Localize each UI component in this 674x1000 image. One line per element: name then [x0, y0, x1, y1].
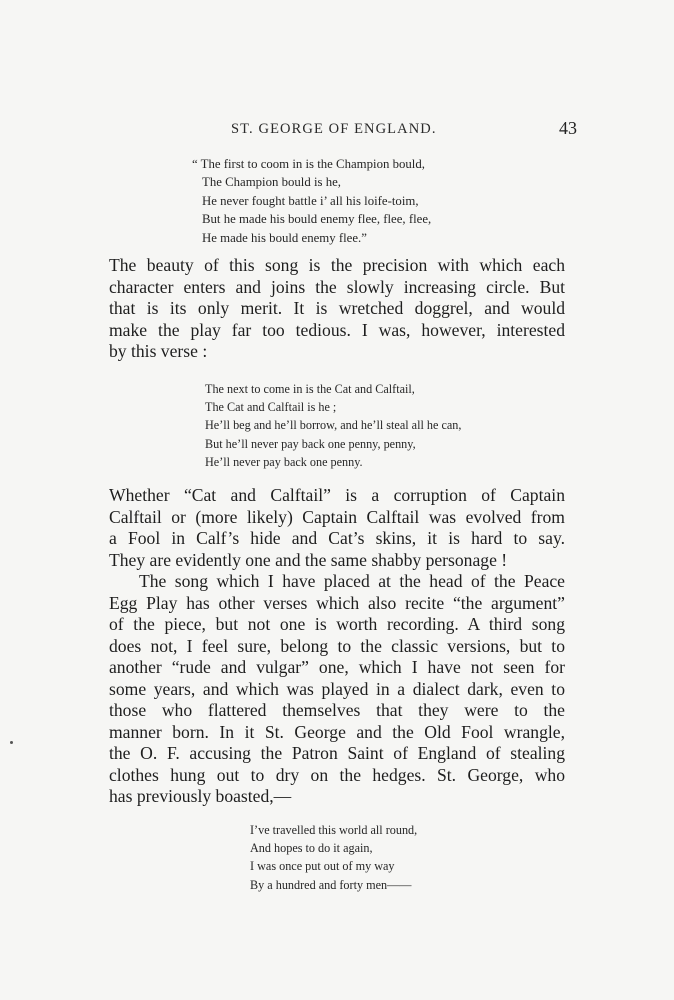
paragraph-line: The beauty of this song is the precision with which each: [109, 255, 565, 275]
verse-travelled-world: [250, 821, 417, 894]
verse-line: He made his bould enemy flee.”: [202, 230, 367, 245]
verse-line: He’ll never pay back one penny.: [205, 454, 363, 469]
paragraph-line: of the piece, but not one is worth recording. A third song: [109, 614, 565, 634]
scan-speck: [10, 741, 13, 744]
paragraph-line: The song which I have placed at the head of the Peace: [139, 571, 565, 591]
page-number: 43: [559, 118, 577, 138]
paragraph-line: Egg Play has other verses which also recite “the argument”: [109, 592, 565, 613]
paragraph-line: make the play far too tedious. I was, however, interested: [109, 319, 565, 340]
paragraph-line: manner born. In it St. George and the Old Fool wrangle,: [109, 721, 565, 742]
paragraph-line: those who flattered themselves that they were to the: [109, 700, 565, 720]
paragraph-line: another “rude and vulgar” one, which I have not seen for: [109, 657, 565, 677]
paragraph-song-beauty: [109, 255, 565, 363]
paragraph-line: that is its only merit. It is wretched doggrel, and would: [109, 298, 565, 318]
paragraph-line: character enters and joins the slowly increasing circle. But: [109, 276, 565, 297]
running-title: ST. GEORGE OF ENGLAND.: [231, 121, 437, 137]
verse-line: The next to come in is the Cat and Calftail,: [205, 382, 415, 396]
paragraph-line: by this verse :: [109, 341, 208, 361]
verse-line: And hopes to do it again,: [250, 841, 373, 856]
verse-line: The Cat and Calftail is he ;: [205, 400, 337, 415]
paragraph-line: Whether “Cat and Calftail” is a corruption of Captain: [109, 485, 565, 505]
paragraph-line: does not, I feel sure, belong to the classic versions, but to: [109, 635, 565, 656]
verse-line: The Champion bould is he,: [202, 175, 341, 190]
verse-line: He’ll beg and he’ll borrow, and he’ll steal all he can,: [205, 418, 462, 433]
verse-line: I’ve travelled this world all round,: [250, 823, 418, 837]
verse-cat-and-calftail: [205, 380, 461, 471]
paragraph-line: the O. F. accusing the Patron Saint of England of stealing: [109, 743, 565, 763]
paragraph-line: a Fool in Calf’s hide and Cat’s skins, it is hard to say.: [109, 528, 565, 548]
paragraph-line: clothes hung out to dry on the hedges. St. George, who: [109, 764, 565, 785]
verse-line: He never fought battle i’ all his loife-toim,: [202, 193, 419, 208]
paragraph-line: has previously boasted,—: [109, 786, 292, 806]
paragraph-line: Calftail or (more likely) Captain Calftail was evolved from: [109, 506, 565, 527]
verse-line: But he made his bould enemy flee, flee, flee,: [202, 212, 432, 227]
paragraph-line: They are evidently one and the same shabby personage !: [109, 549, 508, 570]
verse-line: But he’ll never pay back one penny, penny,: [205, 436, 416, 451]
verse-line: “ The first to coom in is the Champion bould,: [192, 157, 425, 171]
paragraph-calftail-and-song: [109, 485, 565, 808]
paragraph-line: some years, and which was played in a dialect dark, even to: [109, 678, 565, 699]
verse-line: I was once put out of my way: [250, 859, 395, 874]
verse-line: By a hundred and forty men——: [250, 877, 412, 892]
verse-champion-bould: [192, 155, 431, 247]
